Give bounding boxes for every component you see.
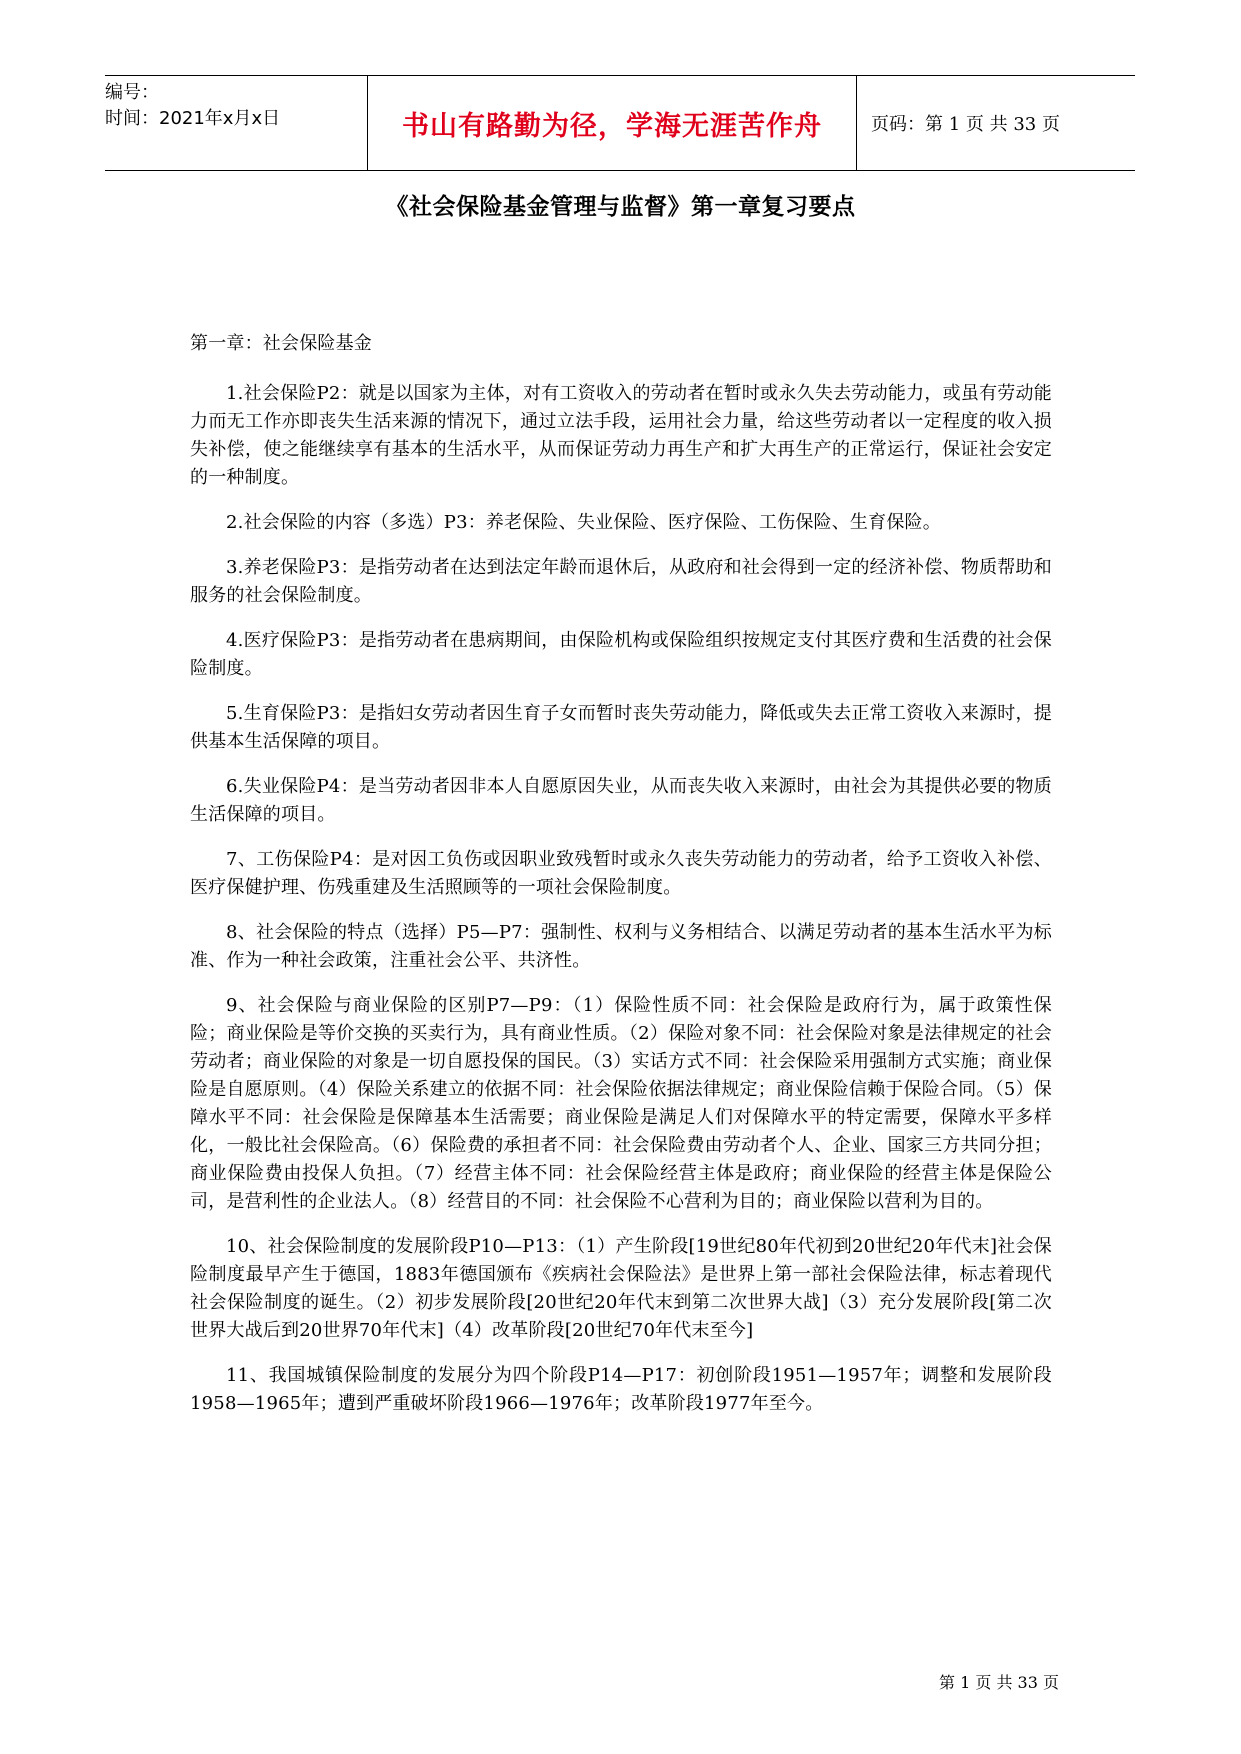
paragraph-1: 1.社会保险P2：就是以国家为主体，对有工资收入的劳动者在暂时或永久失去劳动能力，或虽有劳动能力而无工作亦即丧失生活来源的情况下，通过立法手段，运用社会力量，给这些劳动者以一定程度的收入损失补偿，使之能继续享有基本的生活水平，从而保证劳动力再生产和扩大再生产的正常运行，保证社会安定的一种制度。	[190, 383, 1052, 488]
paragraph-11: 11、我国城镇保险制度的发展分为四个阶段P14—P17：初创阶段1951—1957年；调整和发展阶段1958—1965年；遭到严重破坏阶段1966—1976年；改革阶段1977年至今。	[190, 1365, 1052, 1414]
code-label: 编号：	[105, 82, 159, 103]
header-page-info: 页码：第 1 页 共 33 页	[871, 114, 1060, 135]
page-header	[105, 75, 1135, 171]
paragraph-2: 2.社会保险的内容（多选）P3：养老保险、失业保险、医疗保险、工伤保险、生育保险。	[226, 512, 941, 533]
time-label: 时间：2021年x月x日	[105, 108, 281, 129]
paragraph-5: 5.生育保险P3：是指妇女劳动者因生育子女而暂时丧失劳动能力，降低或失去正常工资收入来源时，提供基本生活保障的项目。	[190, 703, 1052, 752]
paragraph-3: 3.养老保险P3：是指劳动者在达到法定年龄而退休后，从政府和社会得到一定的经济补偿、物质帮助和服务的社会保险制度。	[190, 557, 1052, 606]
paragraph-8: 8、社会保险的特点（选择）P5—P7：强制性、权利与义务相结合、以满足劳动者的基本生活水平为标准、作为一种社会政策，注重社会公平、共济性。	[190, 922, 1052, 971]
paragraph-9: 9、社会保险与商业保险的区别P7—P9：（1）保险性质不同：社会保险是政府行为，属于政策性保险；商业保险是等价交换的买卖行为，具有商业性质。（2）保险对象不同：社会保险对象是法律规定的社会劳动者；商业保险的对象是一切自愿投保的国民。（3）实话方式不同：社会保险采用强制方式实施；商业保险是自愿原则。（4）保险关系建立的依据不同：社会保险依据法律规定；商业保险信赖于保险合同。（5）保障水平不同：社会保险是保障基本生活需要；商业保险是满足人们对保障水平的特定需要，保障水平多样化，一般比社会保险高。（6）保险费的承担者不同：社会保险费由劳动者个人、企业、国家三方共同分担；商业保险费由投保人负担。（7）经营主体不同：社会保险经营主体是政府；商业保险的经营主体是保险公司，是营利性的企业法人。（8）经营目的不同：社会保险不心营利为目的；商业保险以营利为目的。	[190, 995, 1052, 1212]
header-meta	[105, 76, 368, 170]
document-title: 《社会保险基金管理与监督》第一章复习要点	[385, 194, 856, 220]
page-footer: 第 1 页 共 33 页	[939, 1673, 1059, 1692]
chapter-heading: 第一章：社会保险基金	[190, 333, 372, 354]
header-motto: 书山有路勤为径，学海无涯苦作舟	[368, 76, 857, 170]
paragraph-4: 4.医疗保险P3：是指劳动者在患病期间，由保险机构或保险组织按规定支付其医疗费和生活费的社会保险制度。	[190, 630, 1052, 679]
paragraph-6: 6.失业保险P4：是当劳动者因非本人自愿原因失业，从而丧失收入来源时，由社会为其提供必要的物质生活保障的项目。	[190, 776, 1052, 825]
document-body	[190, 330, 1052, 1435]
paragraph-10: 10、社会保险制度的发展阶段P10—P13：（1）产生阶段[19世纪80年代初到20世纪20年代末]社会保险制度最早产生于德国，1883年德国颁布《疾病社会保险法》是世界上第一部社会保险法律，标志着现代社会保险制度的诞生。（2）初步发展阶段[20世纪20年代末到第二次世界大战]（3）充分发展阶段[第二次世界大战后到20世界70年代末]（4）改革阶段[20世纪70年代末至今]	[190, 1236, 1052, 1341]
paragraph-7: 7、工伤保险P4：是对因工负伤或因职业致残暂时或永久丧失劳动能力的劳动者，给予工资收入补偿、医疗保健护理、伤残重建及生活照顾等的一项社会保险制度。	[190, 849, 1052, 898]
